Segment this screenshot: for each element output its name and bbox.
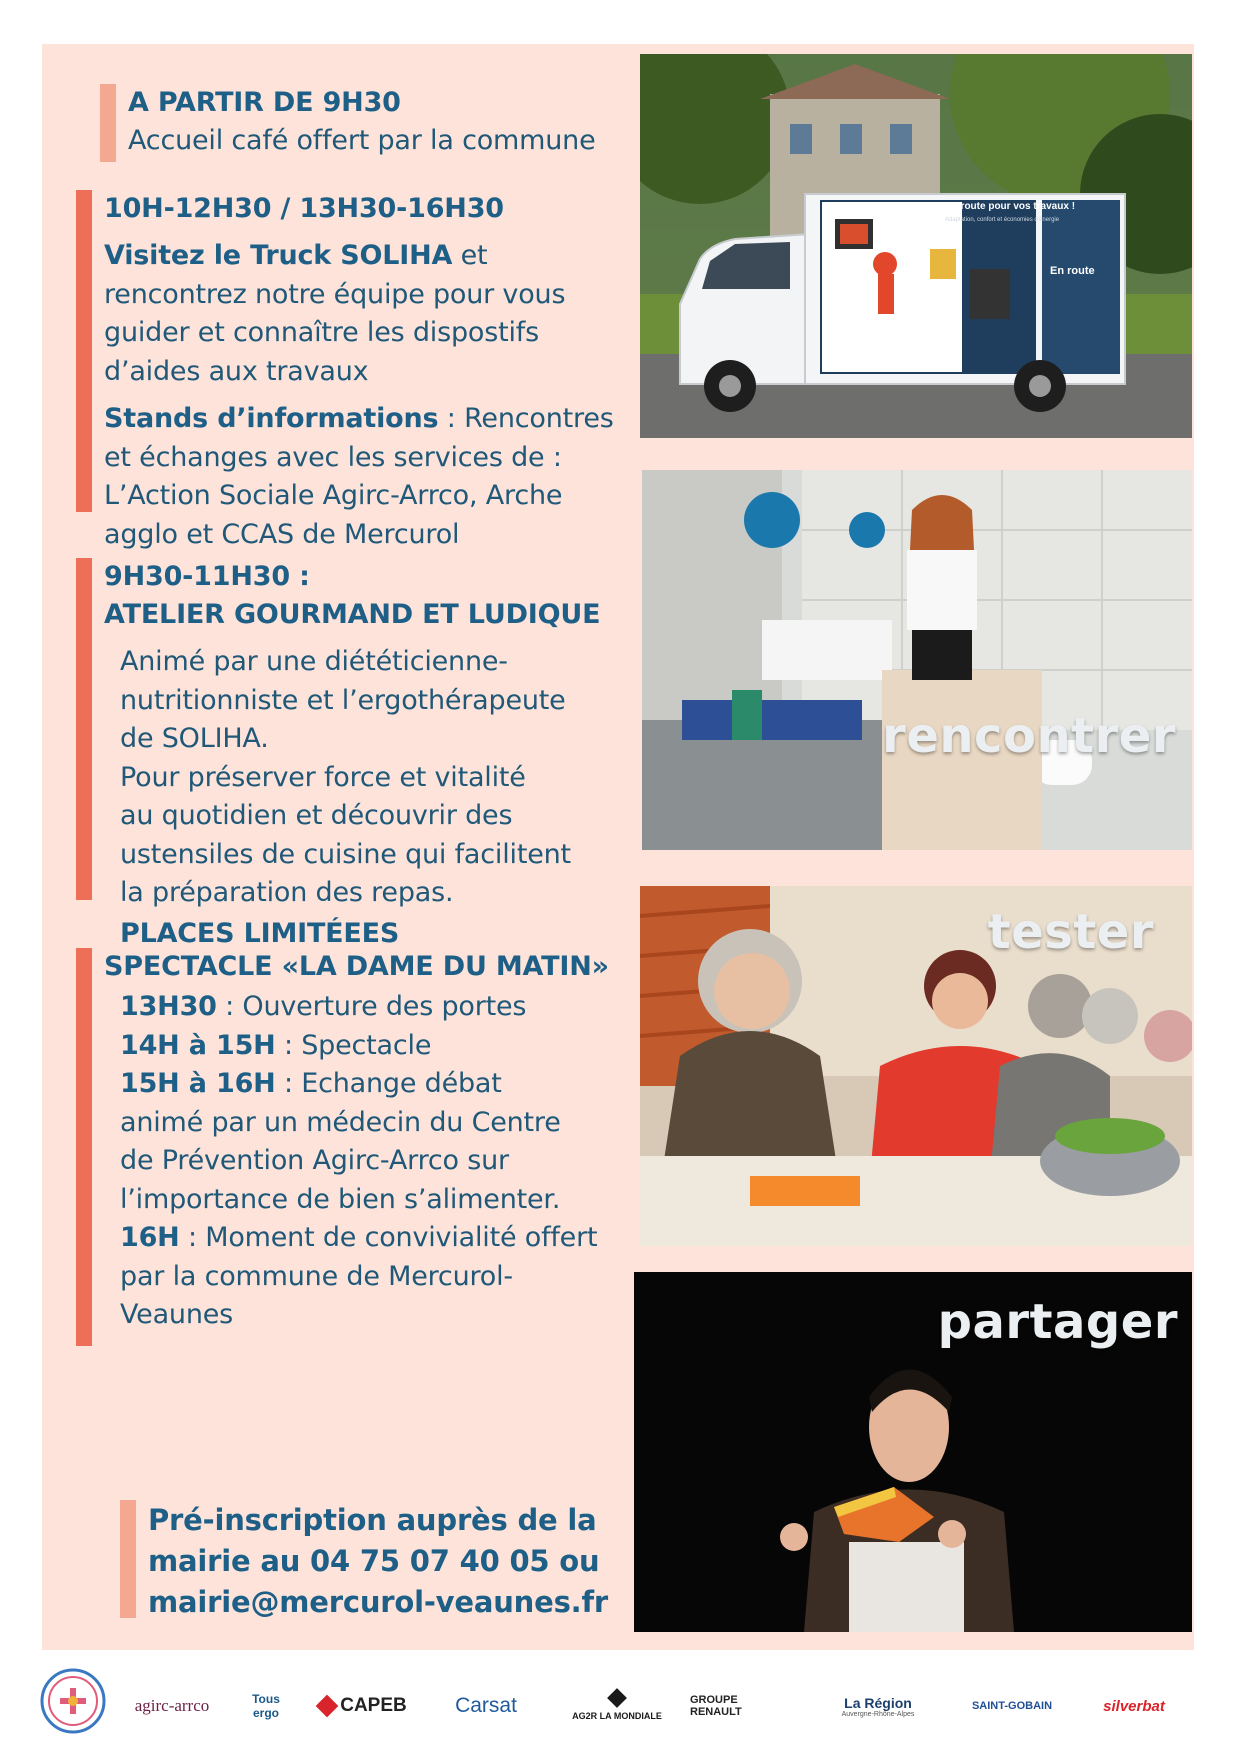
theater-photo [634, 1272, 1192, 1632]
section-welcome [100, 84, 660, 162]
welcome-line: Accueil café offert par la commune [128, 125, 596, 156]
workshop-photo [640, 886, 1192, 1246]
atelier-line: ustensiles de cuisine qui facilitent [120, 838, 571, 870]
truck-line: d’aides aux travaux [104, 355, 369, 387]
truck-bold: Visitez le Truck SOLIHA [104, 240, 453, 271]
capeb-mark-icon [316, 1695, 339, 1718]
debate-line: animé par un médecin du Centre [120, 1106, 561, 1138]
schedule-text: : Echange débat [275, 1068, 502, 1099]
atelier-description [104, 643, 660, 913]
truck-line: et [452, 240, 488, 271]
schedule-time: 14H à 15H [120, 1029, 276, 1061]
schedule-time: 15H à 16H [120, 1068, 276, 1099]
accent-bar [100, 84, 116, 162]
section-spectacle [76, 948, 660, 1346]
spectacle-heading: SPECTACLE «LA DAME DU MATIN» [104, 951, 609, 982]
section-atelier [76, 558, 660, 949]
carsat-logo: Carsat [455, 1694, 517, 1717]
agirc-arrco-logo: agirc-arrco [134, 1696, 210, 1715]
accent-bar [76, 190, 92, 512]
capeb-label: CAPEB [340, 1695, 407, 1716]
atelier-heading-title: ATELIER GOURMAND ET LUDIQUE [104, 599, 601, 630]
atelier-heading-time: 9H30-11H30 : [104, 561, 310, 592]
ag2r-mark-icon [607, 1688, 627, 1708]
truck-line: rencontrez notre équipe pour vous [104, 278, 566, 310]
places-limited: PLACES LIMITÉEES [120, 917, 400, 949]
silverbat-logo: silverbat [1103, 1697, 1165, 1715]
debate-line: de Prévention Agirc-Arrco sur [120, 1145, 509, 1176]
stands-line: agglo et CCAS de Mercurol [104, 518, 460, 550]
schedule-text: : Ouverture des portes [216, 991, 527, 1022]
stands-bold: Stands d’informations [104, 403, 439, 434]
stands-paragraph [104, 400, 660, 554]
atelier-line: Pour préserver force et vitalité [120, 761, 526, 793]
badge-icon [40, 1668, 106, 1734]
accent-bar [120, 1500, 136, 1618]
schedule-text: : Moment de convivialité offert [179, 1222, 598, 1253]
accent-bar [76, 948, 92, 1346]
accent-bar [76, 558, 92, 900]
bathroom-photo-graphic [642, 470, 1192, 850]
region-sublabel: Auvergne-Rhône-Alpes [841, 1710, 915, 1718]
truck-paragraph [104, 237, 660, 391]
schedule-time: 13H30 [120, 991, 217, 1022]
overlay-rencontrer: rencontrer [882, 708, 1176, 764]
schedule-text: Veaunes [120, 1299, 234, 1330]
truck-photo [640, 54, 1192, 438]
truck-line: guider et connaître les dispostifs [104, 317, 539, 348]
region-label: La Région [844, 1694, 912, 1711]
tous-ergo-logo: Tous ergo [252, 1692, 280, 1720]
bathroom-photo [642, 470, 1192, 850]
truck-slogan: En route pour vos travaux ! [945, 201, 1076, 212]
ag2r-label: AG2R LA MONDIALE [572, 1711, 662, 1721]
stands-line: : Rencontres [438, 403, 614, 434]
region-logo [828, 1684, 928, 1728]
section-registration [120, 1500, 660, 1618]
truck-photo-graphic [640, 54, 1192, 438]
truck-heading: 10H-12H30 / 13H30-16H30 [104, 193, 504, 224]
atelier-line: nutritionniste et l’ergothérapeute [120, 684, 566, 716]
partner-logos [0, 1650, 1240, 1754]
program-column [42, 44, 662, 1650]
welcome-heading: A PARTIR DE 9H30 [128, 87, 401, 118]
overlay-tester: tester [987, 904, 1154, 960]
registration-email: mairie@mercurol-veaunes.fr [148, 1585, 608, 1619]
registration-line: Pré-inscription auprès de la [148, 1503, 597, 1537]
schedule-text: par la commune de Mercurol- [120, 1260, 513, 1292]
ag2r-logo [568, 1684, 666, 1728]
debate-line: l’importance de bien s’alimenter. [120, 1183, 561, 1215]
capeb-logo [316, 1684, 410, 1728]
badge-logo [40, 1668, 106, 1734]
registration-phone: mairie au 04 75 07 40 05 ou [148, 1544, 600, 1578]
truck-slogan-sub: Adaptation, confort et économies d’énergie [945, 217, 1060, 223]
spectacle-schedule [104, 988, 660, 1335]
stands-line: L’Action Sociale Agirc-Arrco, Arche [104, 480, 563, 511]
overlay-partager: partager [937, 1294, 1178, 1350]
schedule-text: : Spectacle [275, 1029, 432, 1061]
stands-line: et échanges avec les services de : [104, 441, 562, 473]
atelier-line: de SOLIHA. [120, 723, 269, 754]
saint-gobain-logo: SAINT-GOBAIN [971, 1700, 1053, 1712]
truck-side-label: En route [1050, 265, 1095, 277]
atelier-line: Animé par une diététicienne- [120, 646, 508, 677]
schedule-time: 16H [120, 1222, 180, 1253]
atelier-line: au quotidien et découvrir des [120, 800, 513, 831]
renault-logo: GROUPE RENAULT [690, 1694, 742, 1718]
section-truck [76, 190, 660, 550]
atelier-line: la préparation des repas. [120, 877, 454, 908]
